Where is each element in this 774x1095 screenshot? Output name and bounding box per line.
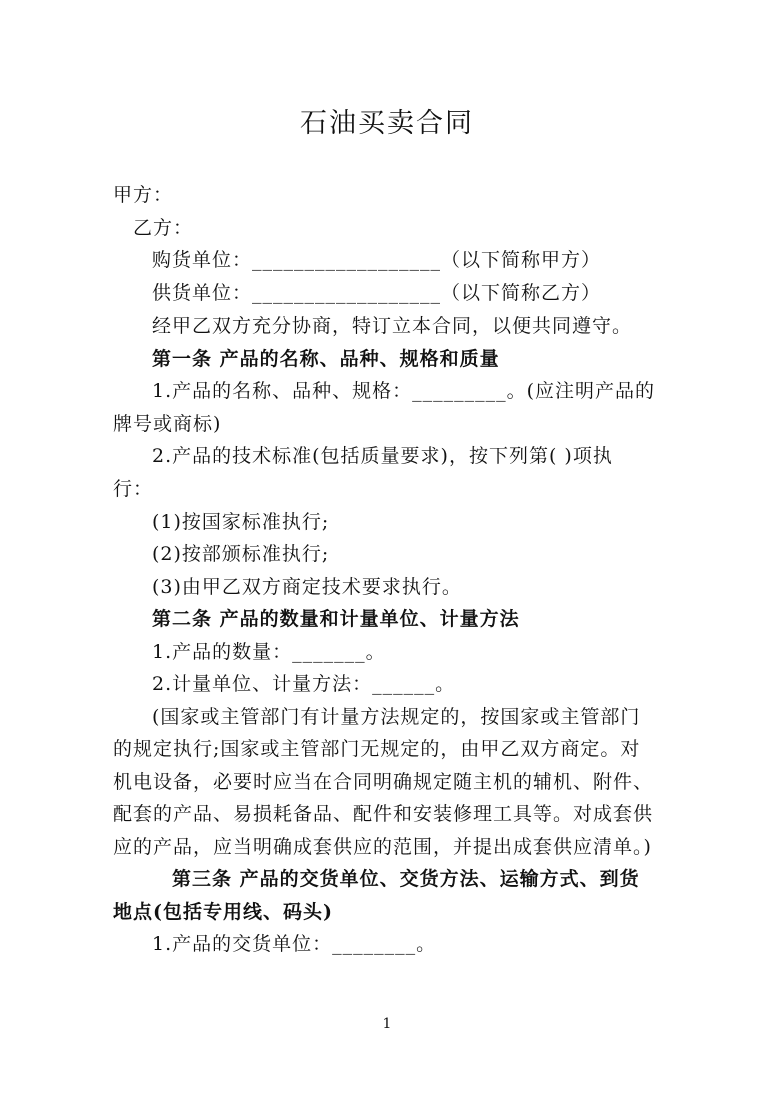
article-3-heading-cont: 地点(包括专用线、码头) bbox=[113, 901, 333, 923]
standard-option-2: (2)按部颁标准执行; bbox=[152, 543, 330, 565]
party-a-line: 甲方： bbox=[113, 184, 174, 206]
article-3-heading: 第三条 产品的交货单位、交货方法、运输方式、到货 bbox=[172, 868, 640, 890]
article-2-note-line-3: 机电设备，必要时应当在合同明确规定随主机的辅机、附件、 bbox=[113, 771, 654, 793]
article-1-item-2: 2.产品的技术标准(包括质量要求)，按下列第( )项执 bbox=[152, 445, 613, 467]
article-3-item-1: 1.产品的交货单位：________。 bbox=[152, 933, 437, 955]
article-2-heading: 第二条 产品的数量和计量单位、计量方法 bbox=[152, 608, 520, 630]
party-b-line: 乙方： bbox=[133, 217, 194, 239]
article-2-item-2: 2.计量单位、计量方法：______。 bbox=[152, 673, 456, 695]
document-title: 石油买卖合同 bbox=[300, 108, 474, 139]
standard-option-1: (1)按国家标准执行; bbox=[152, 511, 330, 533]
standard-option-3: (3)由甲乙双方商定技术要求执行。 bbox=[152, 576, 462, 598]
article-2-note-line-4: 配套的产品、易损耗备品、配件和安装修理工具等。对成套供 bbox=[113, 803, 654, 825]
article-2-note-line-2: 的规定执行;国家或主管部门无规定的，由甲乙双方商定。对 bbox=[113, 738, 641, 760]
article-1-heading: 第一条 产品的名称、品种、规格和质量 bbox=[152, 348, 500, 370]
page-number: 1 bbox=[382, 1016, 392, 1032]
article-1-item-1: 1.产品的名称、品种、规格：_________。(应注明产品的 bbox=[152, 380, 656, 402]
article-2-item-1: 1.产品的数量：_______。 bbox=[152, 641, 386, 663]
buyer-line: 购货单位：__________________（以下简称甲方） bbox=[152, 249, 602, 271]
article-1-item-1-cont: 牌号或商标) bbox=[113, 413, 222, 435]
article-1-item-2-cont: 行： bbox=[113, 478, 154, 500]
article-2-note-line-1: (国家或主管部门有计量方法规定的，按国家或主管部门 bbox=[152, 706, 641, 728]
supplier-line: 供货单位：__________________（以下简称乙方） bbox=[152, 282, 602, 304]
agreement-intro: 经甲乙双方充分协商，特订立本合同，以便共同遵守。 bbox=[152, 315, 633, 337]
article-2-note-line-5: 应的产品，应当明确成套供应的范围，并提出成套供应清单。) bbox=[113, 836, 652, 858]
